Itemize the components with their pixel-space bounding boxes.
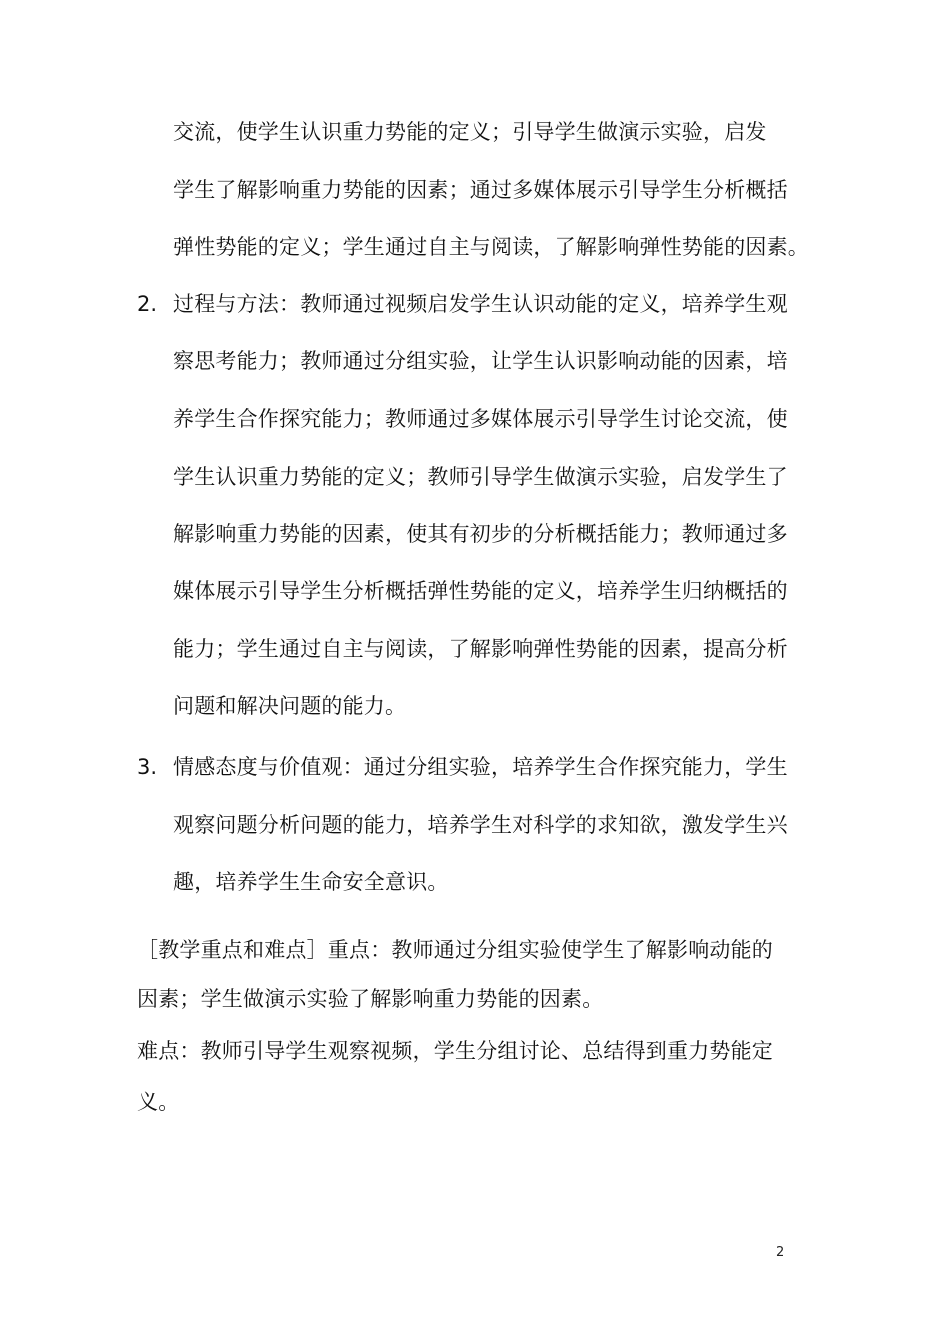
item-2-line-2: 察思考能力；教师通过分组实验，让学生认识影响动能的因素，培 xyxy=(173,349,788,373)
item-2-line-4: 学生认识重力势能的定义；教师引导学生做演示实验，启发学生了 xyxy=(173,465,788,489)
item-2-line-7: 能力；学生通过自主与阅读，了解影响弹性势能的因素，提高分析 xyxy=(173,637,788,661)
item-2-line-5: 解影响重力势能的因素，使其有初步的分析概括能力；教师通过多 xyxy=(173,522,788,546)
item-3-line-3: 趣，培养学生生命安全意识。 xyxy=(173,870,449,894)
item-2-line-6: 媒体展示引导学生分析概括弹性势能的定义，培养学生归纳概括的 xyxy=(173,579,788,603)
item-2-number: 2. xyxy=(137,292,158,316)
item-2-line-3: 养学生合作探究能力；教师通过多媒体展示引导学生讨论交流，使 xyxy=(173,407,788,431)
difficulties-line-1: 难点：教师引导学生观察视频，学生分组讨论、总结得到重力势能定 xyxy=(137,1039,773,1063)
objectives-line-2: 学生了解影响重力势能的因素；通过多媒体展示引导学生分析概括 xyxy=(173,178,788,202)
key-points-line-2: 因素；学生做演示实验了解影响重力势能的因素。 xyxy=(137,987,604,1011)
page-number: 2 xyxy=(776,1245,785,1260)
objectives-line-3: 弹性势能的定义；学生通过自主与阅读，了解影响弹性势能的因素。 xyxy=(173,235,809,259)
item-2-line-1: 过程与方法：教师通过视频启发学生认识动能的定义，培养学生观 xyxy=(173,292,788,316)
key-points-line-1: ［教学重点和难点］重点：教师通过分组实验使学生了解影响动能的 xyxy=(137,938,773,962)
difficulties-line-2: 义。 xyxy=(137,1090,180,1114)
item-2-line-8: 问题和解决问题的能力。 xyxy=(173,694,407,718)
item-3-line-2: 观察问题分析问题的能力，培养学生对科学的求知欲，激发学生兴 xyxy=(173,813,788,837)
item-3-line-1: 情感态度与价值观：通过分组实验，培养学生合作探究能力，学生 xyxy=(173,755,788,779)
objectives-line-1: 交流，使学生认识重力势能的定义；引导学生做演示实验，启发 xyxy=(173,120,767,144)
item-3-number: 3. xyxy=(137,755,158,779)
